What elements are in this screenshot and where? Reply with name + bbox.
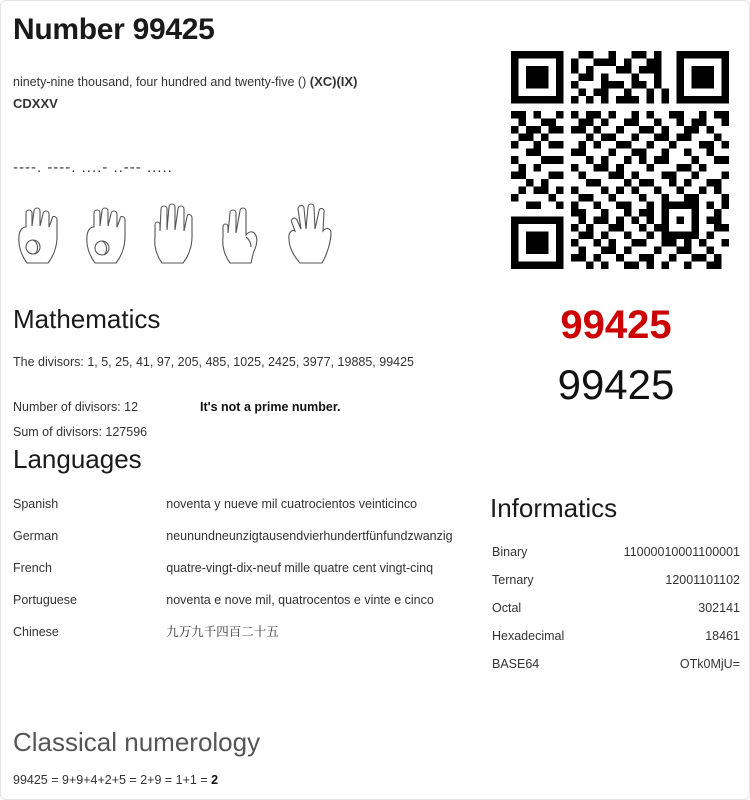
language-value: 九万九千四百二十五 [166, 625, 279, 639]
table-row [490, 538, 742, 566]
table-row [490, 650, 742, 678]
languages-table [9, 488, 479, 648]
language-value: neunundneunzigtausendvierhundertfünfundzwanzig [166, 529, 453, 543]
informatics-value: OTk0MjU= [679, 657, 740, 671]
table-row [9, 616, 479, 648]
number-words-and-roman [13, 71, 483, 115]
table-row [490, 594, 742, 622]
sign-language-hands [9, 197, 349, 267]
language-name: Spanish [13, 497, 59, 511]
language-value: quatre-vingt-dix-neuf mille quatre cent vingt-cinq [166, 561, 434, 575]
numerology-formula [13, 773, 218, 787]
hand-two-icon [213, 197, 277, 267]
morse-code: ----. ----. ....- ..--- ..... [13, 159, 173, 176]
informatics-name: BASE64 [492, 657, 540, 671]
hand-four-icon [145, 197, 209, 267]
prime-status-note: It's not a prime number. [200, 400, 341, 414]
informatics-value: 302141 [698, 601, 740, 615]
page-title: Number 99425 [13, 13, 215, 46]
roman-numeral-secondary: CDXXV [13, 96, 58, 111]
informatics-name: Ternary [492, 573, 534, 587]
informatics-value: 18461 [705, 629, 740, 643]
hand-five-icon [281, 197, 345, 267]
informatics-name: Octal [492, 601, 522, 615]
mathematics-heading: Mathematics [13, 304, 161, 334]
language-name: Portuguese [13, 593, 77, 607]
informatics-value: 11000010001100001 [623, 545, 740, 559]
language-name: Chinese [13, 625, 59, 639]
hand-nine-icon [9, 197, 73, 267]
number-display-red: 99425 [560, 303, 672, 347]
informatics-name: Binary [492, 545, 528, 559]
qr-code [511, 51, 729, 269]
table-row [9, 488, 479, 520]
number-display-black: 99425 [557, 361, 675, 408]
number-in-words: ninety-nine thousand, four hundred and twenty-five [13, 75, 295, 89]
divisors-list: The divisors: 1, 5, 25, 41, 97, 205, 485, 1025, 2425, 3977, 19885, 99425 [13, 355, 415, 369]
language-name: French [13, 561, 52, 575]
language-name: German [13, 529, 59, 543]
informatics-value: 12001101102 [665, 573, 740, 587]
language-value: noventa y nueve mil cuatrocientos veinticinco [166, 497, 418, 511]
table-row [490, 566, 742, 594]
informatics-table [490, 538, 742, 678]
table-row [490, 622, 742, 650]
languages-heading: Languages [13, 444, 142, 474]
table-row [9, 552, 479, 584]
roman-paren: () [297, 75, 307, 89]
numerology-result: 2 [211, 773, 219, 787]
table-row [9, 520, 479, 552]
roman-numeral-primary: (XC)(IX) [309, 74, 358, 89]
table-row [9, 584, 479, 616]
sum-of-divisors: Sum of divisors: 127596 [13, 425, 148, 439]
informatics-heading: Informatics [490, 493, 618, 523]
numerology-formula-text: 99425 = 9+9+4+2+5 = 2+9 = 1+1 = [13, 773, 212, 787]
language-value: noventa e nove mil, quatrocentos e vinte e cinco [166, 593, 434, 607]
number-of-divisors: Number of divisors: 12 [13, 400, 139, 414]
numerology-heading: Classical numerology [13, 727, 261, 757]
informatics-name: Hexadecimal [492, 629, 565, 643]
hand-nine-icon [77, 197, 141, 267]
